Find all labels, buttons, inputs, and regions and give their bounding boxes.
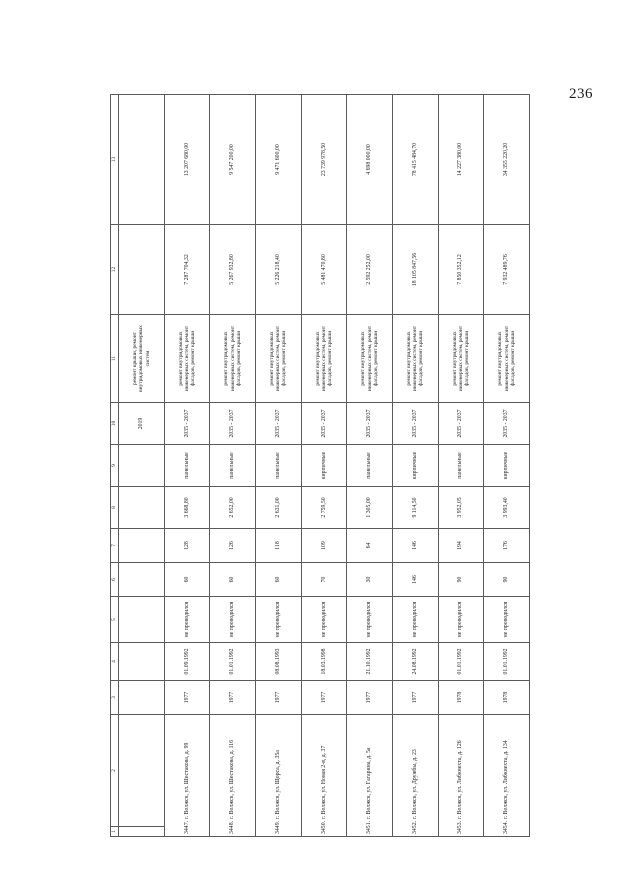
table-row: [484, 95, 530, 837]
column-6-value: 60: [164, 563, 210, 597]
cell-empty: [119, 445, 165, 487]
carry-over-year: 2019: [119, 403, 165, 445]
address-cell: [347, 715, 393, 837]
year-built: 1977: [301, 681, 347, 715]
column-header: 11: [111, 315, 119, 403]
area: 9 114,50: [392, 487, 438, 529]
total-cost: 34 355 220,20: [484, 95, 530, 225]
repair-cost: 5 267 932,80: [210, 225, 256, 315]
repair-works: ремонт внутридомовых инженерных систем, ремонт фасадов, ремонт крыши: [438, 315, 484, 403]
year-built: 1977: [210, 681, 256, 715]
area: 2 759,50: [301, 487, 347, 529]
cell-empty: [119, 597, 165, 643]
year-built: 1977: [392, 681, 438, 715]
repair-works: ремонт внутридомовых инженерных систем, ремонт фасадов, ремонт крыши: [347, 315, 393, 403]
carry-over-works: ремонт крыши, ремонт внутридомовых инженерных систем: [119, 315, 165, 403]
column-7-value: 64: [347, 529, 393, 563]
column-header: 2: [111, 715, 119, 827]
repair-cost: 7 850 352,12: [438, 225, 484, 315]
repair-status: не проводился: [256, 597, 302, 643]
total-cost: 9 471 600,00: [256, 95, 302, 225]
table-row: [256, 95, 302, 837]
repair-cost: 5 226 218,40: [256, 225, 302, 315]
repair-status: не проводился: [347, 597, 393, 643]
cell-empty: [119, 225, 165, 315]
table-row: [392, 95, 438, 837]
cell-empty: [119, 487, 165, 529]
address-cell: [392, 715, 438, 837]
area: 1 305,00: [347, 487, 393, 529]
repair-works: ремонт внутридомовых инженерных систем, ремонт фасадов, ремонт крыши: [301, 315, 347, 403]
row-number: 3452.: [411, 820, 418, 834]
total-cost: 4 698 000,00: [347, 95, 393, 225]
column-header: 9: [111, 445, 119, 487]
column-6-value: 60: [256, 563, 302, 597]
date: 01.01.1992: [484, 643, 530, 681]
repair-status: не проводился: [301, 597, 347, 643]
year-built: 1977: [164, 681, 210, 715]
wall-material: панельные: [438, 445, 484, 487]
total-cost: 13 207 680,00: [164, 95, 210, 225]
repair-period: 2035 - 2037: [210, 403, 256, 445]
row-number: 3447.: [183, 820, 190, 834]
row-number: 3453.: [457, 820, 464, 834]
area: 2 652,00: [210, 487, 256, 529]
area: 2 631,00: [256, 487, 302, 529]
column-7-value: 194: [438, 529, 484, 563]
cell-empty: [119, 95, 165, 225]
wall-material: кирпичные: [392, 445, 438, 487]
area: 3 952,05: [438, 487, 484, 529]
date: 01.09.1992: [164, 643, 210, 681]
column-7-value: 128: [164, 529, 210, 563]
repair-period: 2035 - 2037: [438, 403, 484, 445]
address-cell: [210, 715, 256, 837]
cell-empty: [119, 529, 165, 563]
repair-period: 2035 - 2037: [164, 403, 210, 445]
repair-period: 2035 - 2037: [301, 403, 347, 445]
column-header: 8: [111, 487, 119, 529]
address: г. Волжск, ул. Шестакова, д. 99: [183, 742, 190, 819]
wall-material: панельные: [256, 445, 302, 487]
wall-material: панельные: [210, 445, 256, 487]
repair-works: ремонт внутридомовых инженерных систем, ремонт фасадов, ремонт крыши: [392, 315, 438, 403]
table-row: [210, 95, 256, 837]
column-header: 10: [111, 403, 119, 445]
year-built: 1977: [256, 681, 302, 715]
address-cell: [438, 715, 484, 837]
date: 01.01.1992: [210, 643, 256, 681]
repair-period: 2035 - 2037: [484, 403, 530, 445]
repair-cost: 5 481 470,80: [301, 225, 347, 315]
address-cell: [164, 715, 210, 837]
repair-period: 2035 - 2037: [256, 403, 302, 445]
column-6-value: 30: [347, 563, 393, 597]
column-6-value: 90: [438, 563, 484, 597]
row-number: 3449.: [274, 820, 281, 834]
address-cell: [256, 715, 302, 837]
column-6-value: 90: [484, 563, 530, 597]
row-number: 3454.: [503, 820, 510, 834]
repair-status: не проводился: [438, 597, 484, 643]
repair-program-table: [110, 94, 530, 837]
cell-empty: [119, 827, 165, 837]
row-number: 3451.: [366, 820, 373, 834]
repair-cost: 18 105 847,56: [392, 225, 438, 315]
address: г. Волжск, ул. Дружбы, д. 23: [411, 749, 418, 819]
address: г. Волжск, ул. Новая 2-я, д. 37: [320, 745, 327, 819]
address: г. Волжск, ул. Шестакова, д. 116: [229, 739, 236, 819]
row-number: 3450.: [320, 820, 327, 834]
date: 01.01.1992: [438, 643, 484, 681]
total-cost: 78 415 484,70: [392, 95, 438, 225]
column-7-value: 126: [210, 529, 256, 563]
repair-cost: 2 592 252,00: [347, 225, 393, 315]
repair-works: ремонт внутридомовых инженерных систем, ремонт фасадов, ремонт крыши: [164, 315, 210, 403]
cell-empty: [119, 563, 165, 597]
column-header: 13: [111, 95, 119, 225]
repair-works: ремонт внутридомовых инженерных систем, ремонт фасадов, ремонт крыши: [256, 315, 302, 403]
column-7-value: 118: [256, 529, 302, 563]
wall-material: кирпичные: [484, 445, 530, 487]
column-7-value: 109: [301, 529, 347, 563]
page-number: 236: [569, 86, 593, 102]
address: г. Волжск, ул. Либкнехта, д. 126: [457, 740, 464, 819]
repair-works: ремонт внутридомовых инженерных систем, ремонт фасадов, ремонт крыши: [484, 315, 530, 403]
wall-material: панельные: [164, 445, 210, 487]
address-cell: [484, 715, 530, 837]
column-header: 6: [111, 563, 119, 597]
repair-period: 2035 - 2037: [347, 403, 393, 445]
column-header: 12: [111, 225, 119, 315]
column-6-value: 70: [301, 563, 347, 597]
table-row: [164, 95, 210, 837]
column-7-value: 146: [392, 529, 438, 563]
cell-empty: [119, 715, 165, 827]
repair-works: ремонт внутридомовых инженерных систем, ремонт фасадов, ремонт крыши: [210, 315, 256, 403]
date: 18.03.1998: [301, 643, 347, 681]
table-row: [347, 95, 393, 837]
date: 21.10.1992: [347, 643, 393, 681]
wall-material: панельные: [347, 445, 393, 487]
carry-over-row: [119, 95, 165, 837]
column-header: 7: [111, 529, 119, 563]
column-7-value: 176: [484, 529, 530, 563]
year-built: 1978: [438, 681, 484, 715]
table-row: [301, 95, 347, 837]
column-number-row: [111, 95, 119, 837]
year-built: 1978: [484, 681, 530, 715]
year-built: 1977: [347, 681, 393, 715]
column-header: 4: [111, 643, 119, 681]
wall-material: кирпичные: [301, 445, 347, 487]
area: 3 668,80: [164, 487, 210, 529]
address: г. Волжск, ул. Либкнехта, д. 134: [503, 740, 510, 819]
repair-cost: 7 932 489,76: [484, 225, 530, 315]
address: г. Волжск, ул. Щорса, д. 35а: [274, 750, 281, 819]
column-header: 5: [111, 597, 119, 643]
column-6-value: 146: [392, 563, 438, 597]
cell-empty: [119, 643, 165, 681]
address: г. Волжск, ул. Гагарина, д. 5а: [366, 747, 373, 819]
address-cell: [301, 715, 347, 837]
rotated-table-sheet: [110, 95, 530, 837]
repair-status: не проводился: [210, 597, 256, 643]
repair-status: не проводился: [164, 597, 210, 643]
column-header: 3: [111, 681, 119, 715]
rotated-table-frame: [110, 95, 530, 837]
total-cost: 14 227 380,00: [438, 95, 484, 225]
total-cost: 9 547 200,00: [210, 95, 256, 225]
column-6-value: 60: [210, 563, 256, 597]
repair-status: не проводился: [484, 597, 530, 643]
table-row: [438, 95, 484, 837]
repair-status: не проводился: [392, 597, 438, 643]
column-header: 1: [111, 827, 119, 837]
area: 3 993,40: [484, 487, 530, 529]
date: 24.08.1992: [392, 643, 438, 681]
repair-period: 2035 - 2037: [392, 403, 438, 445]
row-number: 3448.: [229, 820, 236, 834]
date: 08.08.1993: [256, 643, 302, 681]
table-body: [111, 95, 530, 837]
total-cost: 23 739 978,50: [301, 95, 347, 225]
repair-cost: 7 287 704,32: [164, 225, 210, 315]
cell-empty: [119, 681, 165, 715]
